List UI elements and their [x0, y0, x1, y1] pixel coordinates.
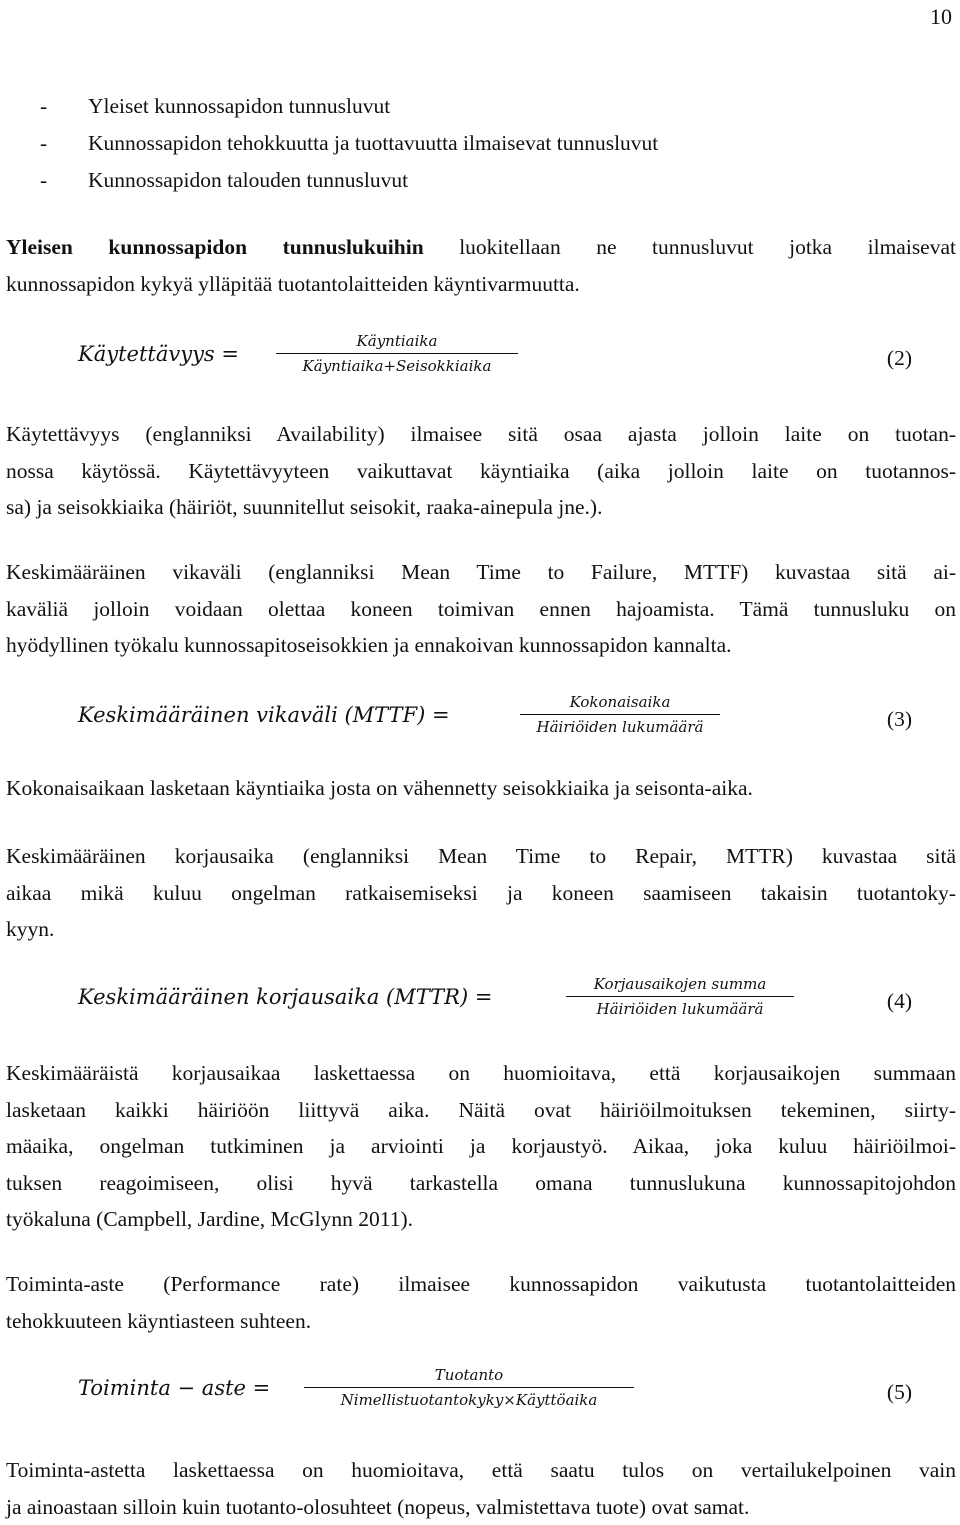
text-line: Käytettävyys (englanniksi Availability) ilmaisee sitä osaa ajasta jolloin laite on tuotan- [6, 422, 956, 446]
intro-line-2: kunnossapidon kykyä ylläpitää tuotantolaitteiden käyntivarmuutta. [6, 271, 580, 296]
text-line: sa) ja seisokkiaika (häiriöt, suunnitellut seisokit, raaka-ainepula jne.). [6, 495, 603, 520]
equation-fraction [566, 975, 794, 1018]
equation-number: (3) [886, 707, 912, 731]
bullet-dash: - [40, 131, 48, 155]
text-line: kyyn. [6, 917, 55, 942]
text-line: aikaa mikä kuluu ongelman ratkaisemiseksi ja koneen saamiseen takaisin tuotantoky- [6, 880, 956, 905]
equation-lhs: Keskimääräinen vikaväli (MTTF) = [78, 703, 450, 727]
bullet-text: Yleiset kunnossapidon tunnusluvut [88, 94, 391, 118]
text-line: ja ainoastaan silloin kuin tuotanto-olosuhteet (nopeus, valmistettava tuote) ovat samat. [6, 1494, 750, 1519]
equation-lhs: Toiminta − aste = [78, 1376, 271, 1400]
equation-numerator: Käyntiaika [276, 332, 518, 354]
mttr-calc-paragraph [6, 1055, 956, 1238]
equation-denominator: Käyntiaika+Seisokkiaika [302, 357, 492, 375]
equation-numerator: Korjausaikojen summa [566, 975, 794, 997]
equation-fraction [520, 693, 720, 736]
text-line: nossa käytössä. Käytettävyyteen vaikuttavat käyntiaika (aika jolloin laite on tuotannos- [6, 458, 956, 483]
equation-fraction [304, 1366, 634, 1409]
bullet-text: Kunnossapidon tehokkuutta ja tuottavuutta ilmaisevat tunnusluvut [88, 131, 659, 155]
equation-denominator: Häiriöiden lukumäärä [536, 718, 704, 736]
text-line: hyödyllinen työkalu kunnossapitoseisokkien ja ennakoivan kunnossapidon kannalta. [6, 633, 732, 658]
text-line: kaväliä jolloin voidaan olettaa koneen toimivan ennen hajoamista. Tämä tunnusluku on [6, 596, 956, 621]
intro-paragraph [6, 229, 956, 302]
equation-denominator: Nimellistuotantokyky×Käyttöaika [340, 1391, 598, 1409]
equation-lhs: Käytettävyys = [78, 342, 239, 366]
text-line: Toiminta-aste (Performance rate) ilmaisee kunnossapidon vaikutusta tuotantolaitteiden [6, 1272, 956, 1296]
text-line: Keskimääräinen vikaväli (englanniksi Mean Time to Failure, MTTF) kuvastaa sitä ai- [6, 560, 956, 584]
bullet-text: Kunnossapidon talouden tunnusluvut [88, 168, 409, 192]
mttf-paragraph [6, 554, 956, 664]
intro-bold-term: Yleisen kunnossapidon tunnuslukuihin [6, 235, 424, 259]
page-number: 10 [930, 4, 952, 29]
text-line: Toiminta-astetta laskettaessa on huomioitava, että saatu tulos on vertailukelpoinen vain [6, 1458, 956, 1482]
equation-fraction [276, 332, 518, 375]
equation-numerator: Kokonaisaika [520, 693, 720, 715]
performance-calc-paragraph [6, 1452, 956, 1525]
intro-rest: luokitellaan ne tunnusluvut jotka ilmaisevat [423, 235, 956, 259]
text-line: mäaika, ongelman tutkiminen ja arviointi ja korjaustyö. Aikaa, joka kuluu häiriöilmoi- [6, 1134, 956, 1159]
bullet-dash: - [40, 168, 48, 192]
text-line: Keskimääräistä korjausaikaa laskettaessa on huomioitava, että korjausaikojen summaan [6, 1061, 956, 1085]
bullet-dash: - [40, 94, 48, 118]
text-line: tuksen reagoimiseen, olisi hyvä tarkastella omana tunnuslukuna kunnossapitojohdon [6, 1170, 956, 1195]
mttr-paragraph [6, 838, 956, 948]
text-line: lasketaan kaikki häiriöön liittyvä aika. Näitä ovat häiriöilmoituksen tekeminen, siirty- [6, 1097, 956, 1122]
intro-line-1 [6, 229, 956, 266]
equation-lhs: Keskimääräinen korjausaika (MTTR) = [78, 985, 493, 1009]
equation-denominator: Häiriöiden lukumäärä [596, 1000, 764, 1018]
equation-numerator: Tuotanto [304, 1366, 634, 1388]
text-line: työkaluna (Campbell, Jardine, McGlynn 2011). [6, 1207, 414, 1232]
total-time-paragraph: Kokonaisaikaan lasketaan käyntiaika josta on vähennetty seisokkiaika ja seisonta-aika. [6, 776, 753, 800]
equation-number: (2) [886, 346, 912, 370]
text-line: tehokkuuteen käyntiasteen suhteen. [6, 1308, 312, 1333]
equation-number: (5) [886, 1380, 912, 1404]
text-line: Keskimääräinen korjausaika (englanniksi Mean Time to Repair, MTTR) kuvastaa sitä [6, 844, 956, 868]
performance-paragraph [6, 1266, 956, 1339]
availability-paragraph [6, 416, 956, 526]
equation-number: (4) [886, 989, 912, 1013]
